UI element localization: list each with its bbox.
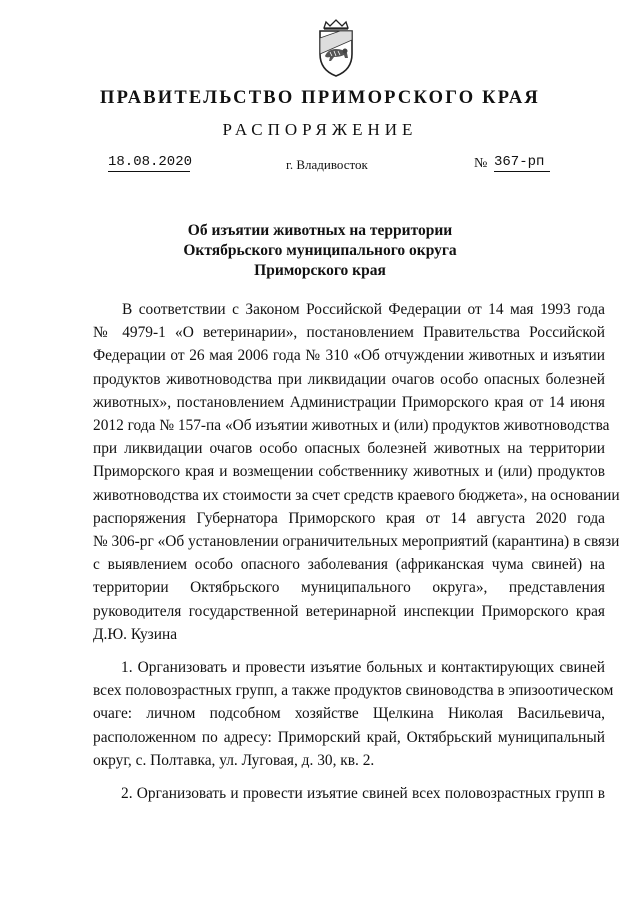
document-date: 18.08.2020 [108,154,193,170]
item-1-line: округ, с. Полтавка, ул. Луговая, д. 30, кв. 2. [93,751,375,769]
preamble-line: Федерации от 26 мая 2006 года № 310 «Об отчуждении животных и изъятии [93,347,605,365]
preamble-line: руководителя государственной ветеринарной инспекции Приморского края [93,602,605,620]
government-title: ПРАВИТЕЛЬСТВО ПРИМОРСКОГО КРАЯ [99,88,540,108]
preamble-line: № 4979-1 «О ветеринарии», постановлением Правительства Российской [93,324,605,342]
preamble-line: Приморского края и возмещении собственнику животных и (или) продуктов [93,463,605,481]
item-1-line: расположенном по адресу: Приморский край, Октябрьский муниципальный [93,728,605,746]
document-city: г. Владивосток [286,157,368,172]
preamble-line: № 306-рг «Об установлении ограничительных мероприятий (карантина) в связи [93,533,620,551]
preamble-line: с выявлением особо опасного заболевания (африканская чума свиней) на [93,556,605,574]
preamble-line: животных», постановлением Администрации Приморского края от 14 июня [93,393,605,411]
item-1-line: очаге: личном подсобном хозяйстве Щелкина Николая Васильевича, [93,705,605,723]
subject-line: Приморского края [254,262,386,279]
document-type: РАСПОРЯЖЕНИЕ [222,120,418,139]
subject-line: Октябрьского муниципального округа [183,242,457,259]
preamble-line: продуктов животноводства при ликвидации очагов особо опасных болезней [93,370,605,388]
subject-line: Об изъятии животных на территории [187,222,453,239]
number-sign: № [474,156,488,171]
coat-of-arms-icon [312,18,360,78]
preamble-line: Д.Ю. Кузина [93,625,178,643]
item-1-line: 1. Организовать и провести изъятие больных и контактирующих свиней [121,659,605,677]
preamble-line: распоряжения Губернатора Приморского края от 14 августа 2020 года [93,509,605,527]
item-2-line: 2. Организовать и провести изъятие свиней всех половозрастных групп в [121,785,605,803]
preamble-line: животноводства их стоимости за счет средств краевого бюджета», на основании [93,486,620,504]
document-body [93,298,620,805]
document-subject [0,221,640,281]
preamble-line: 2012 года № 157-па «Об изъятии животных и (или) продуктов животноводства [93,417,610,435]
item-1-line: всех половозрастных групп, а также продуктов свиноводства в эпизоотическом [93,682,614,700]
preamble-line: при ликвидации очагов особо опасных болезней животных на территории [93,440,605,458]
document-number: 367-рп [494,154,550,172]
preamble-line: В соответствии с Законом Российской Федерации от 14 мая 1993 года [122,301,605,318]
preamble-line: территории Октябрьского муниципального округа», представления [93,579,605,597]
